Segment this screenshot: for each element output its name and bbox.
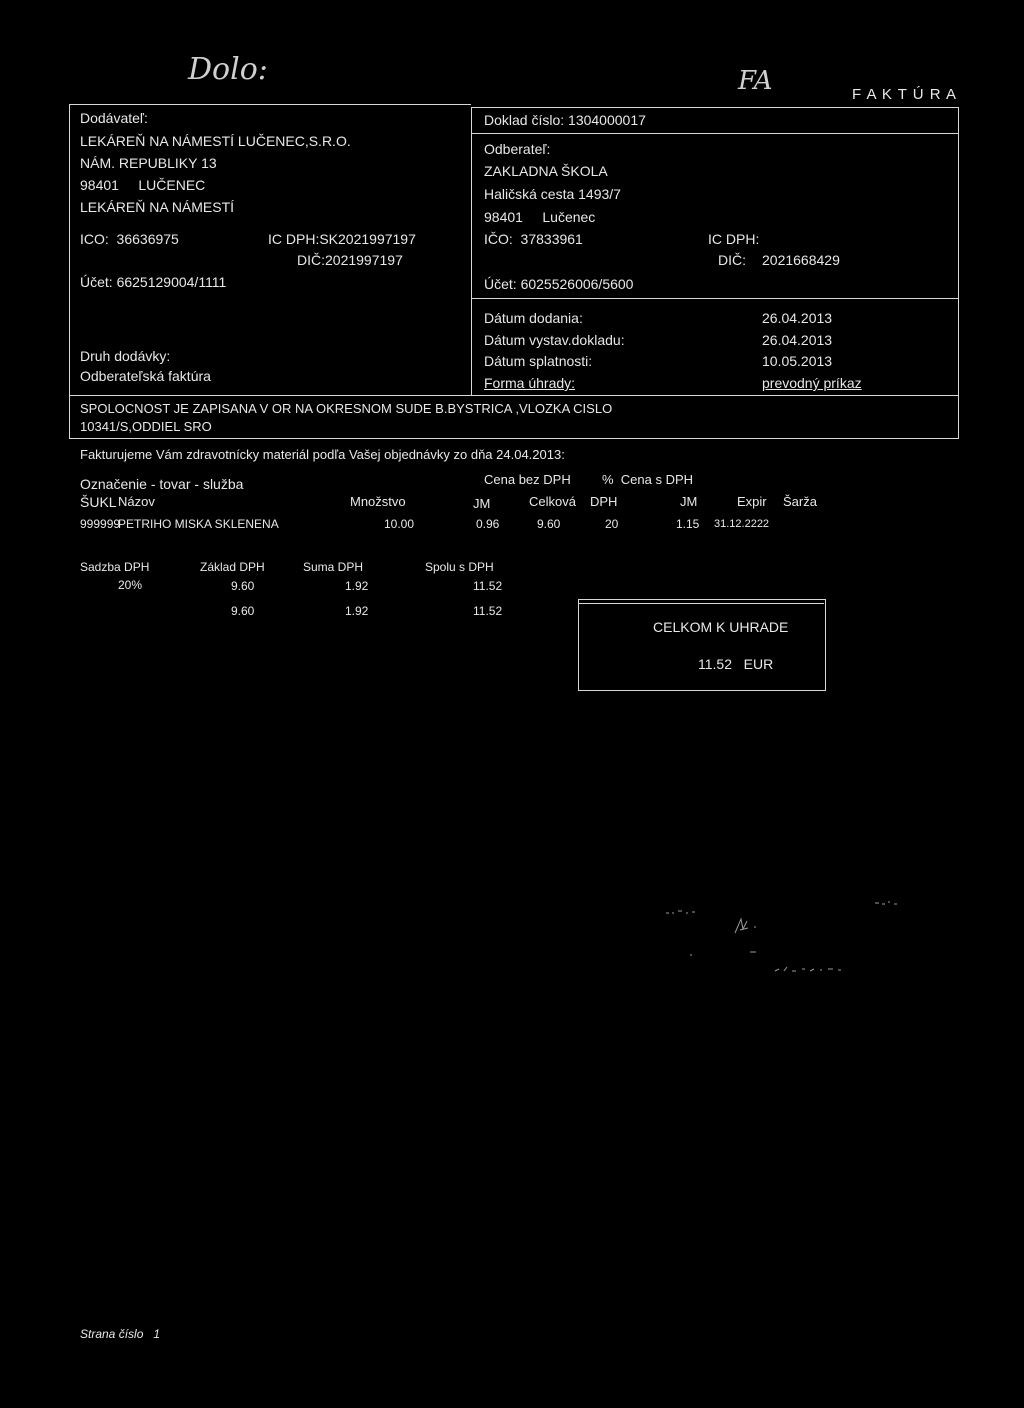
frame-bottom — [69, 438, 959, 439]
customer-label: Odberateľ: — [484, 141, 551, 157]
customer-city: 98401 Lučenec — [484, 209, 596, 225]
header-price-without-vat: Cena bez DPH — [484, 472, 571, 487]
item-quantity: 10.00 — [384, 517, 415, 531]
payment-value: prevodný príkaz — [762, 375, 862, 391]
frame-top-right — [471, 107, 959, 108]
intro-text: Fakturujeme Vám zdravotnícky materiál podľa Vašej objednávky zo dňa 24.04.2013: — [80, 447, 565, 462]
total-due-amount: 11.52 EUR — [698, 656, 774, 672]
supplier-city: 98401 LUČENEC — [80, 177, 206, 193]
registry-line-2: 10341/S,ODDIEL SRO — [80, 419, 212, 434]
vat-base: 9.60 — [231, 604, 255, 618]
item-expiry: 31.12.2222 — [714, 518, 770, 530]
item-sukl: 999999 — [80, 517, 121, 531]
frame-right — [958, 107, 959, 439]
item-vat-percent: 20 — [605, 517, 619, 531]
header-unit-1: JM — [473, 496, 491, 511]
frame-left — [69, 104, 70, 439]
date-value: 26.04.2013 — [762, 310, 833, 326]
customer-account: Účet: 6025526006/5600 — [484, 276, 634, 292]
header-vat: DPH — [590, 494, 618, 509]
supplier-dic: DIČ:2021997197 — [297, 252, 403, 268]
header-sukl: ŠUKL — [80, 494, 117, 510]
supplier-account: Účet: 6625129004/1111 — [80, 274, 227, 290]
supplier-ico: ICO: 36636975 — [80, 231, 179, 247]
customer-street: Haličská cesta 1493/7 — [484, 186, 621, 202]
supplier-name: LEKÁREŇ NA NÁMESTÍ LUČENEC,S.R.O. — [80, 133, 351, 149]
frame-top-left — [69, 104, 471, 105]
date-value: 26.04.2013 — [762, 332, 833, 348]
total-due-box — [578, 599, 826, 691]
invoice-number: Doklad číslo: 1304000017 — [484, 112, 646, 128]
total-due-label: CELKOM K UHRADE — [653, 619, 789, 635]
divider-invoice-number — [471, 133, 959, 134]
date-label: Dátum splatnosti: — [484, 353, 593, 369]
vat-header-total: Spolu s DPH — [425, 560, 494, 574]
item-name: PETRIHO MISKA SKLENENA — [118, 517, 279, 531]
date-label: Dátum vystav.dokladu: — [484, 332, 625, 348]
item-unit-price: 0.96 — [476, 517, 500, 531]
item-unit-price-vat: 1.15 — [676, 517, 700, 531]
header-name: Názov — [118, 494, 155, 509]
vat-header-amount: Suma DPH — [303, 560, 364, 574]
delivery-type-label: Druh dodávky: — [80, 348, 171, 364]
header-batch: Šarža — [783, 494, 817, 509]
supplier-ic-dph: IC DPH:SK2021997197 — [268, 231, 416, 247]
date-value: 10.05.2013 — [762, 353, 833, 369]
divider-registry — [69, 395, 959, 396]
customer-ico: IČO: 37833961 — [484, 231, 583, 247]
supplier-name-2: LEKÁREŇ NA NÁMESTÍ — [80, 199, 235, 215]
registry-line-1: SPOLOCNOST JE ZAPISANA V OR NA OKRESNOM SUDE B.BYSTRICA ,VLOZKA CISLO — [80, 401, 613, 416]
header-price-with-vat: % Cena s DPH — [602, 472, 694, 487]
header-expiry: Expir — [737, 494, 767, 509]
vat-header-rate: Sadzba DPH — [80, 560, 150, 574]
header-unit-2: JM — [680, 494, 698, 509]
stamp-signature-marks — [650, 895, 900, 980]
customer-dic-label: DIČ: — [718, 252, 746, 268]
vat-header-base: Základ DPH — [200, 560, 265, 574]
payment-label: Forma úhrady: — [484, 375, 576, 391]
document-type-heading: F A K T Ú R A — [852, 86, 957, 103]
delivery-type-value: Odberateľská faktúra — [80, 368, 211, 384]
customer-dic: 2021668429 — [762, 252, 840, 268]
divider-dates — [471, 298, 959, 299]
header-quantity: Množstvo — [350, 494, 406, 509]
vat-rate: 20% — [118, 578, 143, 592]
handwritten-note-fa: FA — [738, 66, 773, 96]
vat-amount: 1.92 — [345, 604, 369, 618]
header-total: Celková — [529, 494, 576, 509]
vat-base: 9.60 — [231, 579, 255, 593]
date-label: Dátum dodania: — [484, 310, 583, 326]
frame-mid — [471, 107, 472, 395]
supplier-street: NÁM. REPUBLIKY 13 — [80, 155, 217, 171]
page-number: Strana číslo 1 — [80, 1327, 161, 1341]
total-box-top-rule — [578, 603, 824, 604]
customer-ic-dph: IC DPH: — [708, 231, 760, 247]
supplier-label: Dodávateľ: — [80, 110, 148, 126]
vat-total: 11.52 — [473, 604, 503, 618]
vat-total: 11.52 — [473, 579, 503, 593]
handwritten-note-top-left: Dolo: — [188, 52, 268, 87]
customer-name: ZAKLADNA ŠKOLA — [484, 163, 608, 179]
vat-amount: 1.92 — [345, 579, 369, 593]
item-total: 9.60 — [537, 517, 561, 531]
header-designation: Označenie - tovar - služba — [80, 476, 244, 492]
